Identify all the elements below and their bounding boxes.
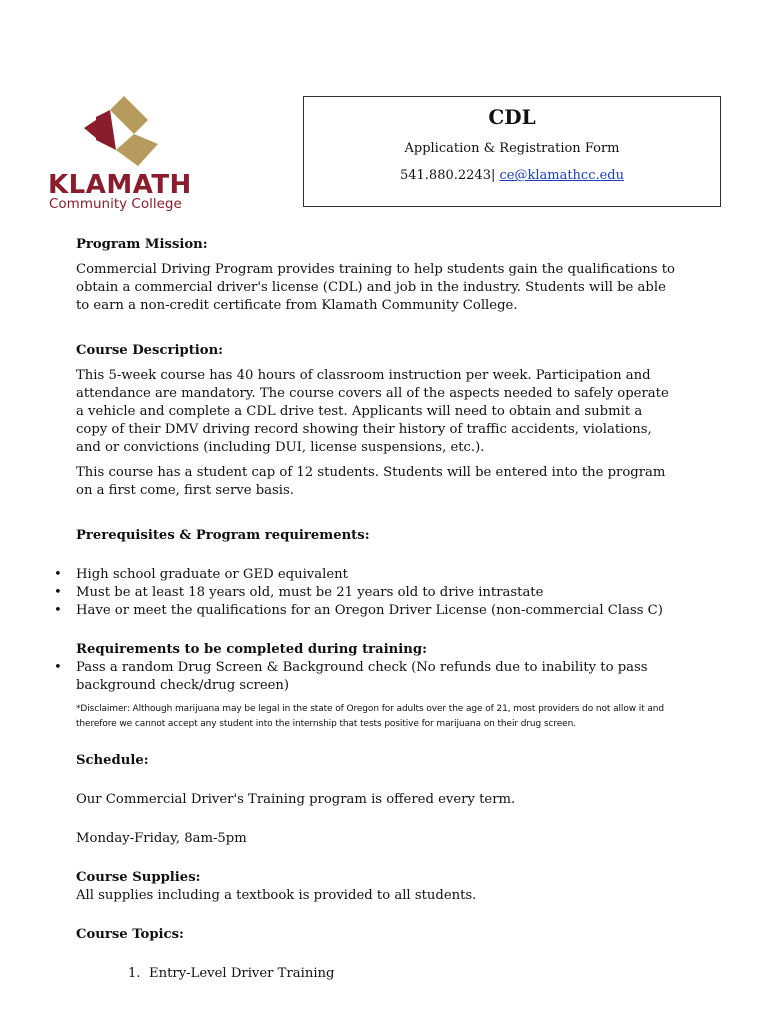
logo-subtitle: Community College — [49, 196, 182, 212]
description-heading: Course Description: — [76, 343, 224, 358]
header-box — [303, 96, 721, 207]
topics-list — [76, 965, 676, 983]
supplies-heading: Course Supplies: — [76, 870, 201, 885]
contact-line — [304, 168, 720, 183]
page-title: CDL — [488, 105, 536, 129]
description-paragraph-1: This 5-week course has 40 hours of classroom instruction per week. Participation and attendance are mandatory. The course covers all of the aspects needed to safely operate a vehicle and complete a CDL drive test. Applicants will need to obtain and submit a copy of their DMV driving record showing their history of traffic accidents, violations, and or convictions (including DUI, license suspensions, etc.). — [76, 368, 669, 455]
prereq-heading: Prerequisites & Program requirements: — [76, 528, 370, 543]
phone-number: 541.880.2243| — [399, 168, 496, 183]
topics-heading: Course Topics: — [76, 927, 184, 942]
list-item: • Must be at least 18 years old, must be 21 years old to drive intrastate — [76, 584, 676, 602]
prereq-list — [76, 566, 676, 620]
logo-mark-icon — [82, 92, 162, 168]
document-body — [76, 236, 676, 983]
supplies-text: All supplies including a textbook is provided to all students. — [76, 888, 477, 903]
training-heading: Requirements to be completed during training: — [76, 642, 427, 657]
mission-heading: Program Mission: — [76, 237, 208, 252]
training-list — [76, 659, 676, 695]
list-item: • Have or meet the qualifications for an Oregon Driver License (non-commercial Class C) — [76, 602, 676, 620]
email-link[interactable]: ce@klamathcc.edu — [499, 168, 624, 183]
list-item: • Pass a random Drug Screen & Background check (No refunds due to inability to pass background check/drug screen) — [76, 659, 676, 695]
mission-text: Commercial Driving Program provides training to help students gain the qualifications to obtain a commercial driver's license (CDL) and job in the industry. Students will be able to earn a non-credit certificate from Klamath Community College. — [76, 262, 675, 313]
schedule-heading: Schedule: — [76, 753, 149, 768]
disclaimer-text: *Disclaimer: Although marijuana may be legal in the state of Oregon for adults over the age of 21, most providers do not allow it and therefore we cannot accept any student into the internship that tests positive for marijuana on their drug screen. — [76, 704, 664, 729]
schedule-text-1: Our Commercial Driver's Training program is offered every term. — [76, 792, 516, 807]
description-paragraph-2: This course has a student cap of 12 students. Students will be entered into the program on a first come, first serve basis. — [76, 465, 666, 498]
page-subtitle: Application & Registration Form — [404, 141, 620, 156]
list-item: • High school graduate or GED equivalent — [76, 566, 676, 584]
list-item: 1. Entry-Level Driver Training — [128, 966, 335, 981]
college-logo — [44, 92, 200, 216]
logo-name: KLAMATH — [48, 170, 192, 200]
schedule-text-2: Monday-Friday, 8am-5pm — [76, 831, 247, 846]
